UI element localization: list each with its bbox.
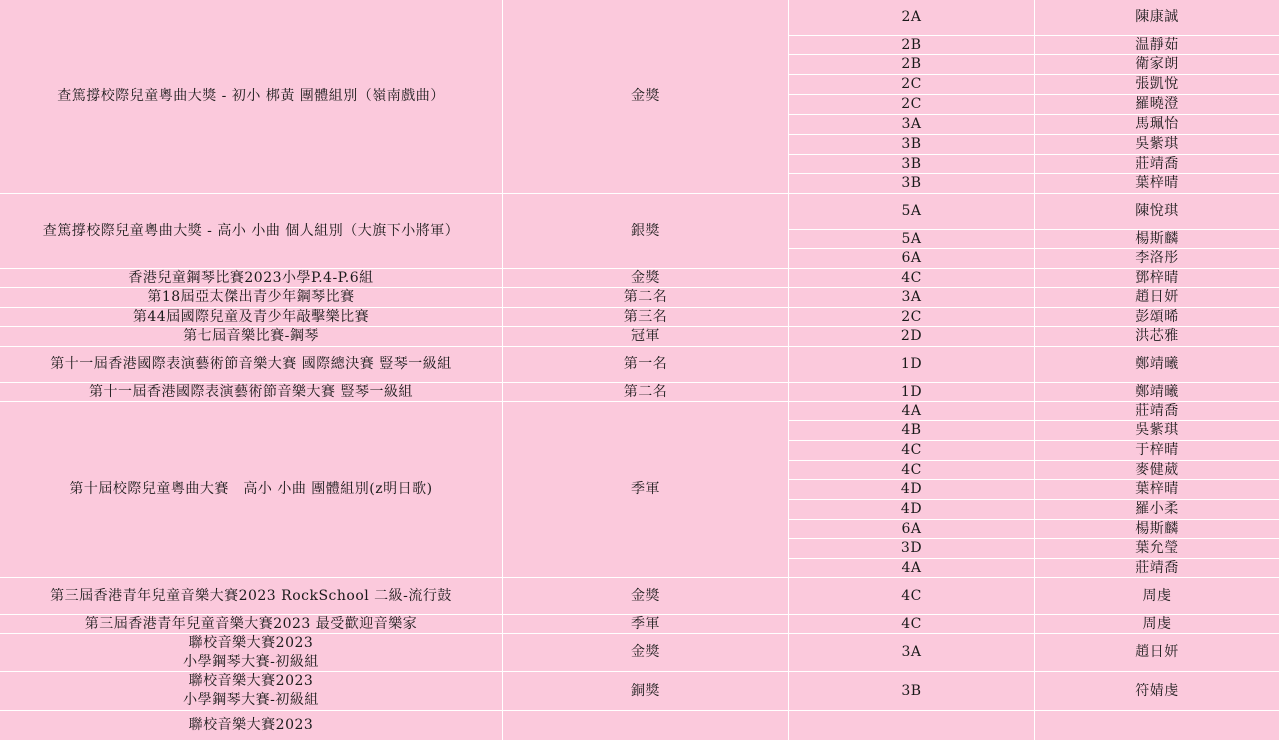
student-name: 衛家朗 bbox=[1035, 55, 1280, 75]
student-name: 莊靖喬 bbox=[1035, 402, 1280, 421]
student-class: 2C bbox=[789, 95, 1035, 115]
student-class bbox=[789, 711, 1035, 741]
award-result: 金獎 bbox=[503, 634, 789, 672]
student-name: 張凱悅 bbox=[1035, 75, 1280, 95]
competition-name: 第十一屆香港國際表演藝術節音樂大賽 豎琴一級組 bbox=[0, 383, 503, 402]
award-result: 第三名 bbox=[503, 308, 789, 327]
student-name: 趙日妍 bbox=[1035, 634, 1280, 672]
student-class: 4B bbox=[789, 421, 1035, 441]
competition-name: 香港兒童鋼琴比賽2023小學P.4-P.6組 bbox=[0, 269, 503, 288]
award-result: 季軍 bbox=[503, 615, 789, 634]
student-class: 1D bbox=[789, 347, 1035, 383]
student-class: 2B bbox=[789, 36, 1035, 55]
student-name: 楊斯麟 bbox=[1035, 520, 1280, 539]
student-name: 周虔 bbox=[1035, 615, 1280, 634]
student-class: 4A bbox=[789, 402, 1035, 421]
student-name: 羅曉澄 bbox=[1035, 95, 1280, 115]
competition-name: 第十一屆香港國際表演藝術節音樂大賽 國際總決賽 豎琴一級組 bbox=[0, 347, 503, 383]
student-class: 5A bbox=[789, 230, 1035, 249]
competition-name: 聯校音樂大賽2023 bbox=[0, 711, 503, 741]
award-result: 第二名 bbox=[503, 288, 789, 308]
student-name: 陳康誠 bbox=[1035, 0, 1280, 36]
student-name: 葉梓晴 bbox=[1035, 480, 1280, 500]
competition-name: 第三屆香港青年兒童音樂大賽2023 最受歡迎音樂家 bbox=[0, 615, 503, 634]
student-class: 3D bbox=[789, 539, 1035, 559]
student-class: 1D bbox=[789, 383, 1035, 402]
student-class: 4D bbox=[789, 480, 1035, 500]
student-name bbox=[1035, 711, 1280, 741]
student-class: 6A bbox=[789, 249, 1035, 269]
competition-name: 聯校音樂大賽2023 小學鋼琴大賽-初級組 bbox=[0, 634, 503, 672]
student-class: 4C bbox=[789, 578, 1035, 615]
student-class: 3B bbox=[789, 672, 1035, 711]
competition-name: 第七屆音樂比賽-鋼琴 bbox=[0, 327, 503, 347]
award-result: 金獎 bbox=[503, 0, 789, 194]
student-name: 陳悅琪 bbox=[1035, 194, 1280, 230]
student-class: 3A bbox=[789, 634, 1035, 672]
student-class: 4C bbox=[789, 269, 1035, 288]
student-class: 3A bbox=[789, 288, 1035, 308]
competition-name: 聯校音樂大賽2023 小學鋼琴大賽-初級組 bbox=[0, 672, 503, 711]
student-class: 2D bbox=[789, 327, 1035, 347]
student-name: 趙日妍 bbox=[1035, 288, 1280, 308]
award-result: 季軍 bbox=[503, 402, 789, 578]
student-name: 莊靖喬 bbox=[1035, 559, 1280, 578]
student-class: 4C bbox=[789, 461, 1035, 480]
award-result: 銅獎 bbox=[503, 672, 789, 711]
student-class: 2C bbox=[789, 308, 1035, 327]
student-class: 3B bbox=[789, 135, 1035, 155]
student-name: 馬珮怡 bbox=[1035, 115, 1280, 135]
student-class: 4C bbox=[789, 441, 1035, 461]
student-name: 于梓晴 bbox=[1035, 441, 1280, 461]
competition-name: 第44屆國際兒童及青少年敲擊樂比賽 bbox=[0, 308, 503, 327]
award-result: 金獎 bbox=[503, 269, 789, 288]
student-name: 彭頌晞 bbox=[1035, 308, 1280, 327]
student-name: 温靜茹 bbox=[1035, 36, 1280, 55]
competition-name: 查篤撐校際兒童粵曲大獎 - 高小 小曲 個人組別（大旗下小將軍） bbox=[0, 194, 503, 269]
competition-name: 查篤撐校際兒童粵曲大獎 - 初小 梆黃 團體組別（嶺南戲曲） bbox=[0, 0, 503, 194]
student-name: 吳紫琪 bbox=[1035, 421, 1280, 441]
student-name: 吳紫琪 bbox=[1035, 135, 1280, 155]
award-result: 冠軍 bbox=[503, 327, 789, 347]
competition-name: 第三屆香港青年兒童音樂大賽2023 RockSchool 二級-流行鼓 bbox=[0, 578, 503, 615]
student-name: 羅小柔 bbox=[1035, 500, 1280, 520]
student-class: 4C bbox=[789, 615, 1035, 634]
award-result: 金獎 bbox=[503, 578, 789, 615]
student-name: 鄧梓晴 bbox=[1035, 269, 1280, 288]
student-class: 2A bbox=[789, 0, 1035, 36]
student-class: 2C bbox=[789, 75, 1035, 95]
student-class: 4A bbox=[789, 559, 1035, 578]
student-name: 洪芯雅 bbox=[1035, 327, 1280, 347]
student-name: 葉梓晴 bbox=[1035, 174, 1280, 194]
student-name: 葉允瑩 bbox=[1035, 539, 1280, 559]
student-class: 4D bbox=[789, 500, 1035, 520]
student-class: 3A bbox=[789, 115, 1035, 135]
student-name: 李洛彤 bbox=[1035, 249, 1280, 269]
student-name: 周虔 bbox=[1035, 578, 1280, 615]
student-name: 鄭靖曦 bbox=[1035, 383, 1280, 402]
student-name: 符婧虔 bbox=[1035, 672, 1280, 711]
student-class: 5A bbox=[789, 194, 1035, 230]
student-name: 楊斯麟 bbox=[1035, 230, 1280, 249]
award-result: 第二名 bbox=[503, 383, 789, 402]
award-result bbox=[503, 711, 789, 741]
competition-name: 第18屆亞太傑出青少年鋼琴比賽 bbox=[0, 288, 503, 308]
student-class: 2B bbox=[789, 55, 1035, 75]
student-name: 麥健葳 bbox=[1035, 461, 1280, 480]
student-class: 3B bbox=[789, 155, 1035, 174]
student-class: 3B bbox=[789, 174, 1035, 194]
award-result: 銀獎 bbox=[503, 194, 789, 269]
student-name: 莊靖喬 bbox=[1035, 155, 1280, 174]
award-result: 第一名 bbox=[503, 347, 789, 383]
student-name: 鄭靖曦 bbox=[1035, 347, 1280, 383]
student-class: 6A bbox=[789, 520, 1035, 539]
competition-name: 第十屆校際兒童粵曲大賽 高小 小曲 團體組別(z明日歌) bbox=[0, 402, 503, 578]
